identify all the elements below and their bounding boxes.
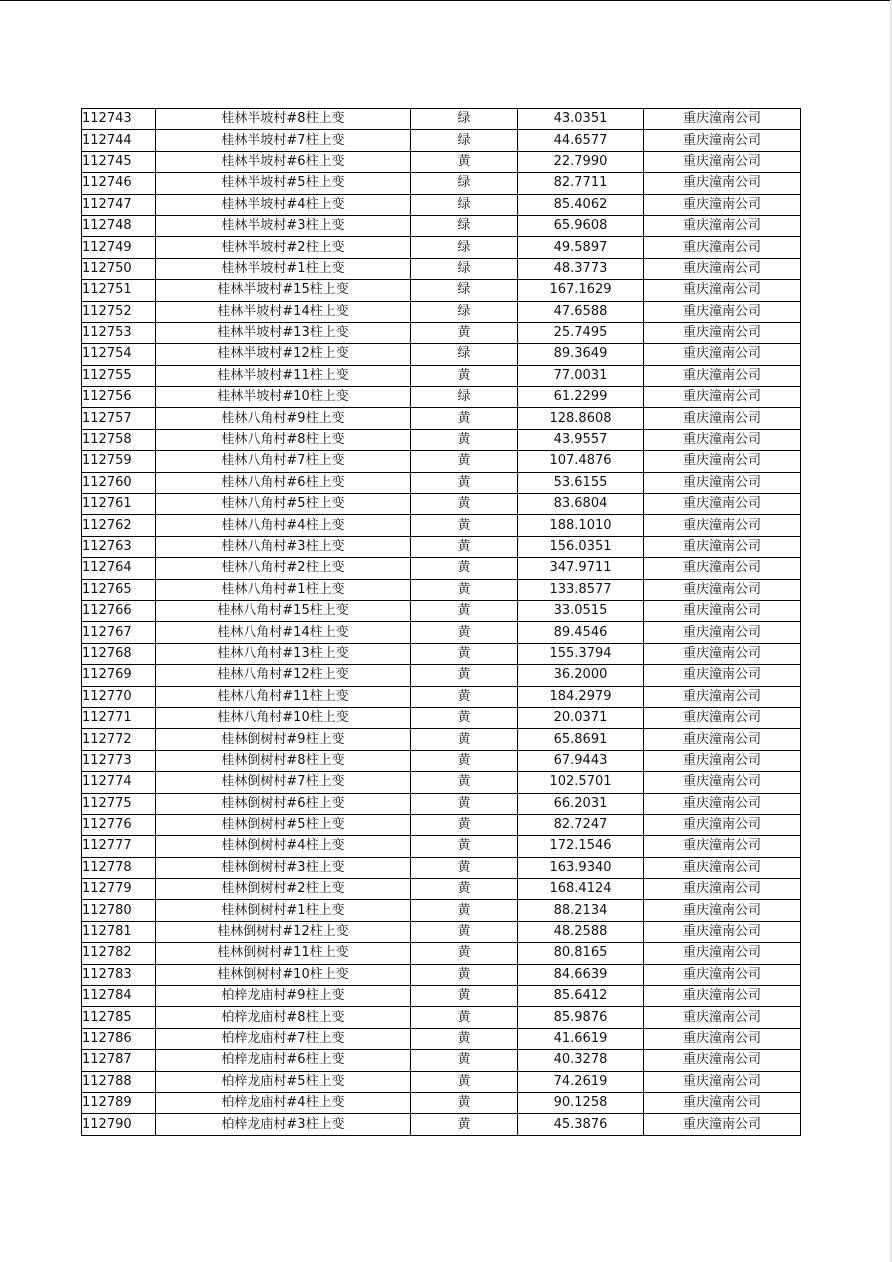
row-id-cell: 112777 <box>82 836 156 857</box>
company-cell: 重庆潼南公司 <box>644 643 801 664</box>
row-id-cell: 112750 <box>82 258 156 279</box>
company-cell: 重庆潼南公司 <box>644 964 801 985</box>
value-cell: 83.6804 <box>518 494 644 515</box>
row-id-cell: 112769 <box>82 665 156 686</box>
company-cell: 重庆潼南公司 <box>644 943 801 964</box>
transformer-name-cell: 桂林半坡村#3柱上变 <box>156 215 411 236</box>
transformer-name-cell: 桂林半坡村#11柱上变 <box>156 365 411 386</box>
company-cell: 重庆潼南公司 <box>644 686 801 707</box>
row-id-cell: 112776 <box>82 814 156 835</box>
company-cell: 重庆潼南公司 <box>644 707 801 728</box>
value-cell: 22.7990 <box>518 151 644 172</box>
value-cell: 45.3876 <box>518 1114 644 1135</box>
value-cell: 67.9443 <box>518 750 644 771</box>
company-cell: 重庆潼南公司 <box>644 558 801 579</box>
table-row <box>82 772 801 793</box>
table-row <box>82 301 801 322</box>
status-color-cell: 绿 <box>411 194 518 215</box>
status-color-cell: 黄 <box>411 750 518 771</box>
status-color-cell: 绿 <box>411 387 518 408</box>
value-cell: 85.4062 <box>518 194 644 215</box>
transformer-name-cell: 桂林八角村#14柱上变 <box>156 622 411 643</box>
row-id-cell: 112744 <box>82 130 156 151</box>
company-cell: 重庆潼南公司 <box>644 344 801 365</box>
status-color-cell: 黄 <box>411 536 518 557</box>
status-color-cell: 黄 <box>411 879 518 900</box>
status-color-cell: 黄 <box>411 322 518 343</box>
status-color-cell: 黄 <box>411 986 518 1007</box>
table-row <box>82 943 801 964</box>
row-id-cell: 112762 <box>82 515 156 536</box>
table-row <box>82 622 801 643</box>
row-id-cell: 112778 <box>82 857 156 878</box>
transformer-name-cell: 桂林八角村#15柱上变 <box>156 600 411 621</box>
table-row <box>82 836 801 857</box>
company-cell: 重庆潼南公司 <box>644 280 801 301</box>
transformer-name-cell: 桂林倒树村#12柱上变 <box>156 921 411 942</box>
transformer-name-cell: 桂林倒树村#4柱上变 <box>156 836 411 857</box>
row-id-cell: 112779 <box>82 879 156 900</box>
company-cell: 重庆潼南公司 <box>644 600 801 621</box>
transformer-name-cell: 桂林八角村#8柱上变 <box>156 429 411 450</box>
value-cell: 65.9608 <box>518 215 644 236</box>
status-color-cell: 黄 <box>411 921 518 942</box>
value-cell: 36.2000 <box>518 665 644 686</box>
company-cell: 重庆潼南公司 <box>644 921 801 942</box>
value-cell: 77.0031 <box>518 365 644 386</box>
table-row <box>82 879 801 900</box>
value-cell: 188.1010 <box>518 515 644 536</box>
table-row <box>82 665 801 686</box>
status-color-cell: 黄 <box>411 793 518 814</box>
company-cell: 重庆潼南公司 <box>644 665 801 686</box>
status-color-cell: 黄 <box>411 622 518 643</box>
table-row <box>82 964 801 985</box>
transformer-name-cell: 桂林半坡村#15柱上变 <box>156 280 411 301</box>
status-color-cell: 黄 <box>411 1092 518 1113</box>
value-cell: 172.1546 <box>518 836 644 857</box>
table-row <box>82 793 801 814</box>
company-cell: 重庆潼南公司 <box>644 814 801 835</box>
value-cell: 53.6155 <box>518 472 644 493</box>
status-color-cell: 黄 <box>411 472 518 493</box>
transformer-name-cell: 桂林倒树村#3柱上变 <box>156 857 411 878</box>
value-cell: 41.6619 <box>518 1028 644 1049</box>
transformer-name-cell: 桂林八角村#7柱上变 <box>156 451 411 472</box>
table-row <box>82 857 801 878</box>
status-color-cell: 黄 <box>411 429 518 450</box>
table-row <box>82 215 801 236</box>
row-id-cell: 112746 <box>82 173 156 194</box>
row-id-cell: 112772 <box>82 729 156 750</box>
value-cell: 43.9557 <box>518 429 644 450</box>
status-color-cell: 绿 <box>411 173 518 194</box>
table-row <box>82 451 801 472</box>
value-cell: 168.4124 <box>518 879 644 900</box>
row-id-cell: 112781 <box>82 921 156 942</box>
status-color-cell: 黄 <box>411 600 518 621</box>
status-color-cell: 黄 <box>411 643 518 664</box>
status-color-cell: 绿 <box>411 237 518 258</box>
value-cell: 89.4546 <box>518 622 644 643</box>
company-cell: 重庆潼南公司 <box>644 237 801 258</box>
status-color-cell: 黄 <box>411 686 518 707</box>
transformer-name-cell: 桂林八角村#4柱上变 <box>156 515 411 536</box>
transformer-name-cell: 桂林半坡村#13柱上变 <box>156 322 411 343</box>
table-row <box>82 686 801 707</box>
status-color-cell: 黄 <box>411 494 518 515</box>
value-cell: 90.1258 <box>518 1092 644 1113</box>
table-row <box>82 1071 801 1092</box>
company-cell: 重庆潼南公司 <box>644 836 801 857</box>
transformer-name-cell: 柏梓龙庙村#3柱上变 <box>156 1114 411 1135</box>
row-id-cell: 112786 <box>82 1028 156 1049</box>
transformer-name-cell: 桂林倒树村#9柱上变 <box>156 729 411 750</box>
company-cell: 重庆潼南公司 <box>644 1007 801 1028</box>
status-color-cell: 绿 <box>411 301 518 322</box>
value-cell: 44.6577 <box>518 130 644 151</box>
status-color-cell: 绿 <box>411 258 518 279</box>
status-color-cell: 黄 <box>411 836 518 857</box>
row-id-cell: 112766 <box>82 600 156 621</box>
row-id-cell: 112752 <box>82 301 156 322</box>
table-row <box>82 494 801 515</box>
transformer-name-cell: 桂林八角村#2柱上变 <box>156 558 411 579</box>
company-cell: 重庆潼南公司 <box>644 536 801 557</box>
table-row <box>82 643 801 664</box>
transformer-name-cell: 桂林半坡村#1柱上变 <box>156 258 411 279</box>
value-cell: 102.5701 <box>518 772 644 793</box>
row-id-cell: 112790 <box>82 1114 156 1135</box>
status-color-cell: 黄 <box>411 1114 518 1135</box>
row-id-cell: 112773 <box>82 750 156 771</box>
transformer-name-cell: 桂林倒树村#1柱上变 <box>156 900 411 921</box>
status-color-cell: 黄 <box>411 1007 518 1028</box>
row-id-cell: 112782 <box>82 943 156 964</box>
value-cell: 85.9876 <box>518 1007 644 1028</box>
value-cell: 47.6588 <box>518 301 644 322</box>
company-cell: 重庆潼南公司 <box>644 494 801 515</box>
row-id-cell: 112749 <box>82 237 156 258</box>
company-cell: 重庆潼南公司 <box>644 151 801 172</box>
transformer-name-cell: 桂林倒树村#5柱上变 <box>156 814 411 835</box>
status-color-cell: 黄 <box>411 900 518 921</box>
row-id-cell: 112748 <box>82 215 156 236</box>
value-cell: 84.6639 <box>518 964 644 985</box>
transformer-name-cell: 桂林八角村#11柱上变 <box>156 686 411 707</box>
table-row <box>82 280 801 301</box>
table-row <box>82 986 801 1007</box>
status-color-cell: 绿 <box>411 344 518 365</box>
table-row <box>82 258 801 279</box>
row-id-cell: 112751 <box>82 280 156 301</box>
company-cell: 重庆潼南公司 <box>644 451 801 472</box>
company-cell: 重庆潼南公司 <box>644 215 801 236</box>
company-cell: 重庆潼南公司 <box>644 1092 801 1113</box>
row-id-cell: 112765 <box>82 579 156 600</box>
transformer-name-cell: 桂林倒树村#6柱上变 <box>156 793 411 814</box>
table-row <box>82 365 801 386</box>
transformer-name-cell: 桂林八角村#10柱上变 <box>156 707 411 728</box>
company-cell: 重庆潼南公司 <box>644 194 801 215</box>
value-cell: 40.3278 <box>518 1050 644 1071</box>
row-id-cell: 112784 <box>82 986 156 1007</box>
value-cell: 65.8691 <box>518 729 644 750</box>
status-color-cell: 绿 <box>411 215 518 236</box>
transformer-name-cell: 桂林半坡村#5柱上变 <box>156 173 411 194</box>
status-color-cell: 黄 <box>411 814 518 835</box>
status-color-cell: 黄 <box>411 1028 518 1049</box>
table-row <box>82 558 801 579</box>
transformer-name-cell: 桂林半坡村#10柱上变 <box>156 387 411 408</box>
transformer-name-cell: 桂林八角村#1柱上变 <box>156 579 411 600</box>
row-id-cell: 112753 <box>82 322 156 343</box>
transformer-name-cell: 柏梓龙庙村#6柱上变 <box>156 1050 411 1071</box>
value-cell: 74.2619 <box>518 1071 644 1092</box>
transformer-name-cell: 桂林八角村#12柱上变 <box>156 665 411 686</box>
table-row <box>82 322 801 343</box>
transformer-name-cell: 柏梓龙庙村#4柱上变 <box>156 1092 411 1113</box>
company-cell: 重庆潼南公司 <box>644 365 801 386</box>
value-cell: 49.5897 <box>518 237 644 258</box>
status-color-cell: 黄 <box>411 707 518 728</box>
row-id-cell: 112785 <box>82 1007 156 1028</box>
value-cell: 107.4876 <box>518 451 644 472</box>
company-cell: 重庆潼南公司 <box>644 1114 801 1135</box>
transformer-name-cell: 柏梓龙庙村#5柱上变 <box>156 1071 411 1092</box>
value-cell: 128.8608 <box>518 408 644 429</box>
table-row <box>82 600 801 621</box>
table-row <box>82 344 801 365</box>
company-cell: 重庆潼南公司 <box>644 579 801 600</box>
company-cell: 重庆潼南公司 <box>644 750 801 771</box>
row-id-cell: 112747 <box>82 194 156 215</box>
transformer-name-cell: 桂林倒树村#7柱上变 <box>156 772 411 793</box>
row-id-cell: 112770 <box>82 686 156 707</box>
table-row <box>82 579 801 600</box>
company-cell: 重庆潼南公司 <box>644 622 801 643</box>
status-color-cell: 绿 <box>411 109 518 130</box>
status-color-cell: 黄 <box>411 451 518 472</box>
transformer-name-cell: 桂林半坡村#8柱上变 <box>156 109 411 130</box>
row-id-cell: 112771 <box>82 707 156 728</box>
row-id-cell: 112774 <box>82 772 156 793</box>
transformer-name-cell: 桂林八角村#13柱上变 <box>156 643 411 664</box>
status-color-cell: 黄 <box>411 665 518 686</box>
value-cell: 133.8577 <box>518 579 644 600</box>
company-cell: 重庆潼南公司 <box>644 900 801 921</box>
row-id-cell: 112755 <box>82 365 156 386</box>
row-id-cell: 112754 <box>82 344 156 365</box>
company-cell: 重庆潼南公司 <box>644 986 801 1007</box>
transformer-name-cell: 桂林倒树村#2柱上变 <box>156 879 411 900</box>
table-row <box>82 921 801 942</box>
row-id-cell: 112783 <box>82 964 156 985</box>
table-row <box>82 130 801 151</box>
company-cell: 重庆潼南公司 <box>644 472 801 493</box>
table-row <box>82 194 801 215</box>
table-row <box>82 707 801 728</box>
value-cell: 61.2299 <box>518 387 644 408</box>
value-cell: 89.3649 <box>518 344 644 365</box>
table-row <box>82 173 801 194</box>
status-color-cell: 黄 <box>411 151 518 172</box>
transformer-name-cell: 桂林半坡村#6柱上变 <box>156 151 411 172</box>
row-id-cell: 112789 <box>82 1092 156 1113</box>
company-cell: 重庆潼南公司 <box>644 429 801 450</box>
table-row <box>82 472 801 493</box>
row-id-cell: 112743 <box>82 109 156 130</box>
value-cell: 82.7711 <box>518 173 644 194</box>
table-row <box>82 729 801 750</box>
value-cell: 163.9340 <box>518 857 644 878</box>
company-cell: 重庆潼南公司 <box>644 1050 801 1071</box>
status-color-cell: 黄 <box>411 558 518 579</box>
value-cell: 85.6412 <box>518 986 644 1007</box>
company-cell: 重庆潼南公司 <box>644 130 801 151</box>
value-cell: 66.2031 <box>518 793 644 814</box>
transformer-name-cell: 桂林八角村#5柱上变 <box>156 494 411 515</box>
company-cell: 重庆潼南公司 <box>644 301 801 322</box>
company-cell: 重庆潼南公司 <box>644 322 801 343</box>
table-row <box>82 1007 801 1028</box>
company-cell: 重庆潼南公司 <box>644 515 801 536</box>
company-cell: 重庆潼南公司 <box>644 1028 801 1049</box>
table-row <box>82 515 801 536</box>
transformer-name-cell: 桂林倒树村#10柱上变 <box>156 964 411 985</box>
value-cell: 43.0351 <box>518 109 644 130</box>
row-id-cell: 112758 <box>82 429 156 450</box>
table-row <box>82 1092 801 1113</box>
value-cell: 48.3773 <box>518 258 644 279</box>
table-body <box>82 109 801 1136</box>
company-cell: 重庆潼南公司 <box>644 258 801 279</box>
page-top-border <box>0 0 892 1</box>
row-id-cell: 112763 <box>82 536 156 557</box>
transformer-name-cell: 桂林半坡村#2柱上变 <box>156 237 411 258</box>
company-cell: 重庆潼南公司 <box>644 857 801 878</box>
status-color-cell: 黄 <box>411 772 518 793</box>
table-row <box>82 536 801 557</box>
value-cell: 184.2979 <box>518 686 644 707</box>
company-cell: 重庆潼南公司 <box>644 408 801 429</box>
row-id-cell: 112775 <box>82 793 156 814</box>
status-color-cell: 黄 <box>411 579 518 600</box>
status-color-cell: 黄 <box>411 515 518 536</box>
transformer-name-cell: 桂林八角村#9柱上变 <box>156 408 411 429</box>
value-cell: 167.1629 <box>518 280 644 301</box>
row-id-cell: 112780 <box>82 900 156 921</box>
transformer-name-cell: 桂林半坡村#7柱上变 <box>156 130 411 151</box>
row-id-cell: 112759 <box>82 451 156 472</box>
table-row <box>82 109 801 130</box>
company-cell: 重庆潼南公司 <box>644 109 801 130</box>
status-color-cell: 黄 <box>411 857 518 878</box>
value-cell: 82.7247 <box>518 814 644 835</box>
transformer-name-cell: 桂林八角村#3柱上变 <box>156 536 411 557</box>
value-cell: 48.2588 <box>518 921 644 942</box>
transformer-name-cell: 桂林半坡村#12柱上变 <box>156 344 411 365</box>
status-color-cell: 黄 <box>411 408 518 429</box>
row-id-cell: 112761 <box>82 494 156 515</box>
status-color-cell: 黄 <box>411 1050 518 1071</box>
company-cell: 重庆潼南公司 <box>644 793 801 814</box>
table-row <box>82 429 801 450</box>
value-cell: 347.9711 <box>518 558 644 579</box>
row-id-cell: 112756 <box>82 387 156 408</box>
row-id-cell: 112787 <box>82 1050 156 1071</box>
status-color-cell: 绿 <box>411 130 518 151</box>
table-row <box>82 814 801 835</box>
company-cell: 重庆潼南公司 <box>644 173 801 194</box>
status-color-cell: 黄 <box>411 729 518 750</box>
value-cell: 25.7495 <box>518 322 644 343</box>
table-row <box>82 1114 801 1135</box>
table-row <box>82 387 801 408</box>
table-row <box>82 151 801 172</box>
table-row <box>82 237 801 258</box>
value-cell: 155.3794 <box>518 643 644 664</box>
status-color-cell: 黄 <box>411 964 518 985</box>
row-id-cell: 112757 <box>82 408 156 429</box>
table-row <box>82 750 801 771</box>
company-cell: 重庆潼南公司 <box>644 772 801 793</box>
row-id-cell: 112764 <box>82 558 156 579</box>
transformer-name-cell: 桂林八角村#6柱上变 <box>156 472 411 493</box>
transformer-name-cell: 桂林半坡村#4柱上变 <box>156 194 411 215</box>
transformer-name-cell: 桂林倒树村#8柱上变 <box>156 750 411 771</box>
table-row <box>82 1028 801 1049</box>
table-row <box>82 1050 801 1071</box>
value-cell: 156.0351 <box>518 536 644 557</box>
transformer-name-cell: 柏梓龙庙村#9柱上变 <box>156 986 411 1007</box>
row-id-cell: 112788 <box>82 1071 156 1092</box>
row-id-cell: 112767 <box>82 622 156 643</box>
table-row <box>82 408 801 429</box>
row-id-cell: 112760 <box>82 472 156 493</box>
status-color-cell: 黄 <box>411 943 518 964</box>
company-cell: 重庆潼南公司 <box>644 729 801 750</box>
company-cell: 重庆潼南公司 <box>644 1071 801 1092</box>
value-cell: 88.2134 <box>518 900 644 921</box>
status-color-cell: 黄 <box>411 1071 518 1092</box>
transformer-name-cell: 桂林倒树村#11柱上变 <box>156 943 411 964</box>
row-id-cell: 112768 <box>82 643 156 664</box>
value-cell: 20.0371 <box>518 707 644 728</box>
data-table <box>81 108 801 1136</box>
status-color-cell: 绿 <box>411 280 518 301</box>
transformer-name-cell: 桂林半坡村#14柱上变 <box>156 301 411 322</box>
row-id-cell: 112745 <box>82 151 156 172</box>
table-row <box>82 900 801 921</box>
company-cell: 重庆潼南公司 <box>644 387 801 408</box>
transformer-name-cell: 柏梓龙庙村#8柱上变 <box>156 1007 411 1028</box>
value-cell: 33.0515 <box>518 600 644 621</box>
transformer-name-cell: 柏梓龙庙村#7柱上变 <box>156 1028 411 1049</box>
value-cell: 80.8165 <box>518 943 644 964</box>
company-cell: 重庆潼南公司 <box>644 879 801 900</box>
status-color-cell: 黄 <box>411 365 518 386</box>
